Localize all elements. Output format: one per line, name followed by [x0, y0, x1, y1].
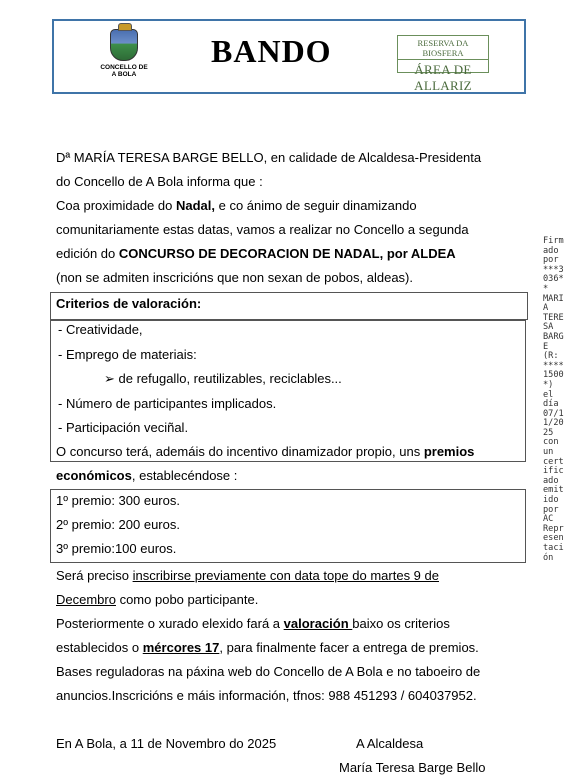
paragraph-line	[56, 588, 258, 612]
criteria-item: - Número de participantes implicados.	[58, 396, 277, 411]
text-run: baixo os criterios	[352, 616, 450, 631]
criteria-subitem: ➢ de refugallo, reutilizables, reciclables...	[104, 371, 342, 386]
text-run: Posteriormente o xurado elexido fará a	[56, 616, 284, 631]
text-run: como pobo participante.	[115, 592, 259, 607]
prize-item: 3º premio:100 euros.	[56, 541, 177, 556]
prize-item: 2º premio: 200 euros.	[56, 517, 180, 532]
text-bold-underline: valoración	[283, 616, 353, 631]
concello-logo	[94, 29, 154, 78]
text-bold: premios	[423, 444, 475, 459]
prize-item: 1º premio: 300 euros.	[56, 493, 180, 508]
paragraph-line: comunitariamente estas datas, vamos a realizar no Concello a segunda	[56, 222, 469, 237]
text-run: Coa proximidade do	[56, 198, 176, 213]
text-run: edición do	[56, 246, 119, 261]
biosphere-logo-line1: RESERVA DA BIOSFERA	[398, 36, 488, 60]
paragraph-line	[56, 612, 450, 636]
text-bold: económicos	[56, 468, 132, 483]
contest-name: CONCURSO DE DECORACION DE NADAL, por ALDEA	[118, 246, 456, 261]
paragraph-line: Bases reguladoras na páxina web do Concello de A Bola e no taboeiro de	[56, 664, 481, 679]
page-title: BANDO	[211, 33, 332, 69]
text-run: establecidos o	[56, 640, 143, 655]
text-run: O concurso terá, ademáis do incentivo dinamizador propio, uns	[56, 444, 424, 459]
biosphere-logo	[397, 35, 489, 93]
criteria-item: - Creatividade,	[58, 322, 143, 337]
paragraph-line	[56, 464, 237, 488]
coat-of-arms-icon	[110, 29, 138, 61]
signer-role: A Alcaldesa	[356, 736, 424, 751]
text-run: Será preciso	[56, 568, 133, 583]
signer-name: María Teresa Barge Bello	[339, 760, 486, 775]
text-run: , para finalmente facer a entrega de premios.	[219, 640, 479, 655]
paragraph-line	[56, 564, 439, 588]
paragraph-line	[56, 194, 417, 218]
paragraph-line: (non se admiten inscricións que non sexan de pobos, aldeas).	[56, 270, 413, 285]
text-bold-underline: mércores 17	[142, 640, 220, 655]
paragraph-line	[56, 242, 456, 266]
digital-signature-stamp: Firm ado por ***3 036* * MARI A TERE SA BARG E (R: **** 1500 *) el día 07/1 1/20 25 con un cert ific ado emit ido por AC Repr esen taci ón	[543, 236, 564, 563]
concello-logo-text: CONCELLO DE A BOLA	[100, 64, 148, 78]
text-underline: inscribirse previamente con data tope do martes 9 de	[132, 568, 439, 583]
paragraph-line: anuncios.Inscricións e máis información, tfnos: 988 451293 / 604037952.	[56, 688, 477, 703]
paragraph-line	[56, 636, 479, 660]
criteria-title: Criterios de valoración:	[56, 296, 202, 311]
date-line: En A Bola, a 11 de Novembro do 2025	[56, 736, 277, 751]
criteria-item: - Participación veciñal.	[58, 420, 189, 435]
paragraph-line	[56, 440, 474, 464]
intro-line-2: do Concello de A Bola informa que :	[56, 174, 263, 189]
criteria-item: - Emprego de materiais:	[58, 347, 197, 362]
text-bold: Nadal,	[175, 198, 215, 213]
text-run: e co ánimo de seguir dinamizando	[214, 198, 417, 213]
text-run: , establecéndose :	[131, 468, 238, 483]
text-underline: Decembro	[56, 592, 116, 607]
intro-line-1: Dª MARÍA TERESA BARGE BELLO, en calidade de Alcaldesa-Presidenta	[56, 150, 482, 165]
header-box	[52, 19, 526, 94]
biosphere-logo-line2: ÁREA DE ALLARIZ	[414, 62, 472, 93]
